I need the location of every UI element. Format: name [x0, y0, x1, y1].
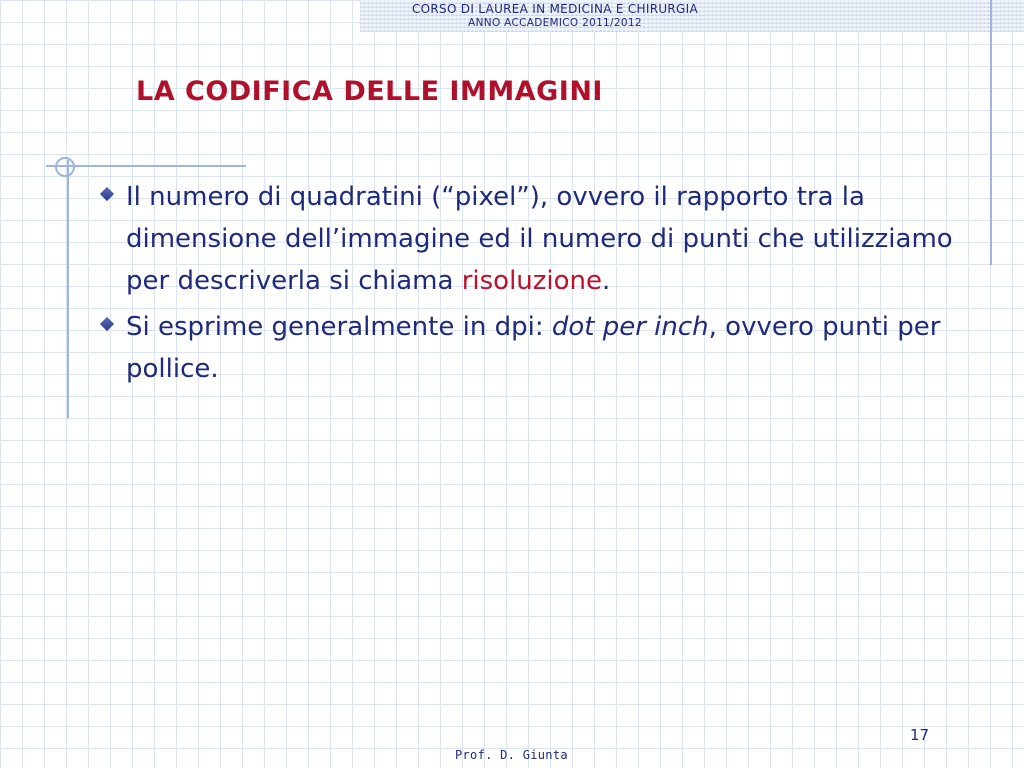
course-header: [360, 0, 750, 32]
bullet-item: [95, 306, 975, 390]
circle-ornament-icon: [55, 157, 75, 177]
bullet-text-end: , ovvero punti per pollice.: [126, 312, 941, 384]
course-name: CORSO DI LAUREA IN MEDICINA E CHIRURGIA: [411, 2, 699, 16]
highlighted-term: risoluzione: [461, 266, 603, 296]
bullet-item: [95, 176, 975, 302]
page-number: 17: [910, 726, 930, 744]
decorative-vertical-line-right: [990, 0, 992, 265]
decorative-vertical-line-left: [67, 160, 69, 418]
bullet-text-end: .: [602, 266, 611, 296]
italic-term: dot per inch: [551, 312, 709, 342]
diamond-bullet-icon: [100, 187, 114, 201]
author-footer: Prof. D. Giunta: [455, 748, 568, 762]
academic-year: ANNO ACCADEMICO 2011/2012: [468, 17, 642, 29]
slide-title: LA CODIFICA DELLE IMMAGINI: [136, 76, 603, 107]
bullet-text: Il numero di quadratini (“pixel”), ovvero il rapporto tra la dimensione dell’immagine ed il numero di punti che utilizziamo per descriverla si chiama: [126, 182, 953, 296]
diamond-bullet-icon: [100, 317, 114, 331]
bullet-list: [95, 176, 975, 394]
bullet-text: Si esprime generalmente in dpi:: [126, 312, 552, 342]
decorative-horizontal-line: [46, 165, 246, 167]
